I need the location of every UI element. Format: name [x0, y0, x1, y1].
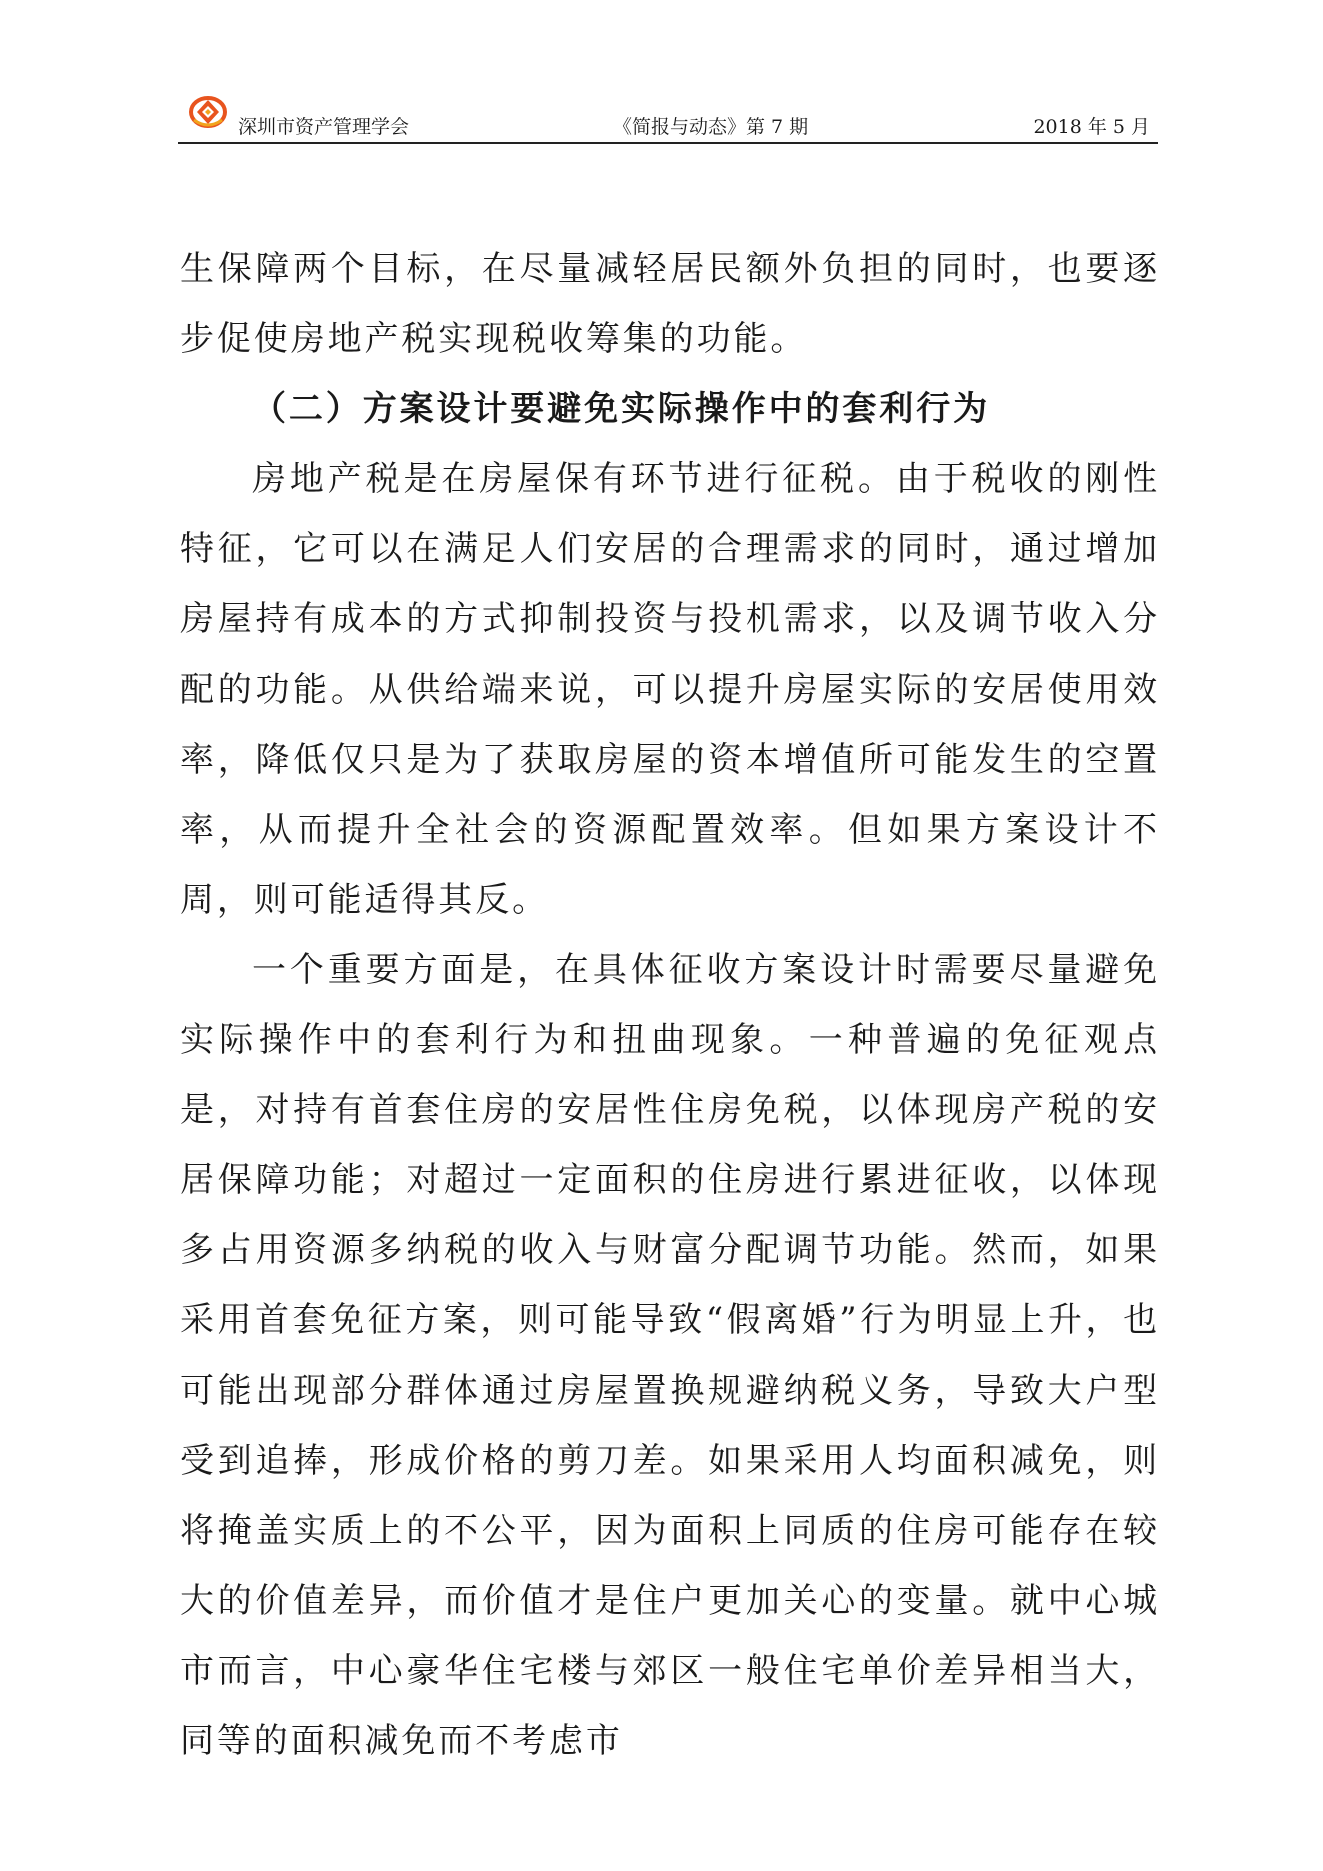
document-body — [180, 234, 1160, 1776]
paragraph: 房地产税是在房屋保有环节进行征税。由于税收的刚性特征，它可以在满足人们安居的合理需求的同时，通过增加房屋持有成本的方式抑制投资与投机需求，以及调节收入分配的功能。从供给端来说，可以提升房屋实际的安居使用效率，降低仅只是为了获取房屋的资本增值所可能发生的空置率，从而提升全社会的资源配置效率。但如果方案设计不周，则可能适得其反。 — [180, 459, 1160, 920]
page-header — [178, 90, 1158, 144]
issue-date: 2018 年 5 月 — [1033, 116, 1150, 138]
organization-name: 深圳市资产管理学会 — [238, 116, 410, 138]
publication-title: 《简报与动态》第 7 期 — [613, 116, 809, 138]
paragraph: 一个重要方面是，在具体征收方案设计时需要尽量避免实际操作中的套利行为和扭曲现象。一种普遍的免征观点是，对持有首套住房的安居性住房免税，以体现房产税的安居保障功能；对超过一定面积的住房进行累进征收，以体现多占用资源多纳税的收入与财富分配调节功能。然而，如果采用首套免征方案，则可能导致“假离婚”行为明显上升，也可能出现部分群体通过房屋置换规避纳税义务，导致大户型受到追捧，形成价格的剪刀差。如果采用人均面积减免，则将掩盖实质上的不公平，因为面积上同质的住房可能存在较大的价值差异，而价值才是住户更加关心的变量。就中心城市而言，中心豪华住宅楼与郊区一般住宅单价差异相当大，同等的面积减免而不考虑市 — [180, 949, 1160, 1761]
society-logo-icon — [188, 94, 228, 130]
paragraph: 生保障两个目标，在尽量减轻居民额外负担的同时，也要逐步促使房地产税实现税收筹集的功能。 — [180, 249, 1160, 360]
section-heading: （二）方案设计要避免实际操作中的套利行为 — [252, 389, 990, 430]
